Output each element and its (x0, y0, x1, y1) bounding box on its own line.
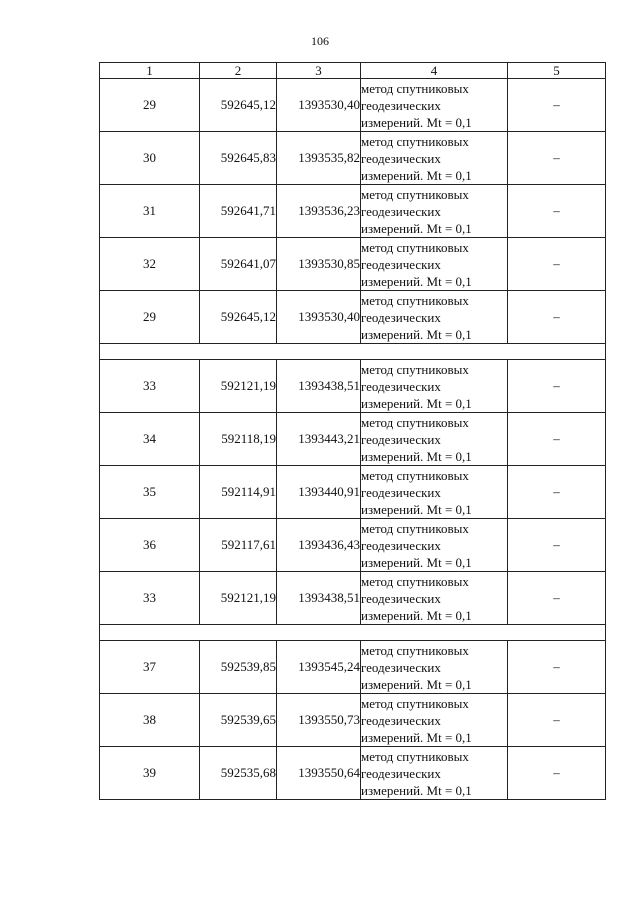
method-cell (361, 185, 508, 238)
method-line: метод спутниковых (361, 133, 469, 149)
method-line: метод спутниковых (361, 80, 469, 96)
y-coordinate-cell: 1393550,73 (277, 694, 361, 747)
method-line: метод спутниковых (361, 642, 469, 658)
table-row (100, 79, 606, 132)
x-coordinate-cell: 592114,91 (200, 466, 277, 519)
coordinates-table-body (100, 63, 606, 800)
method-cell (361, 747, 508, 800)
note-cell: – (508, 291, 606, 344)
method-line: метод спутниковых (361, 239, 469, 255)
y-coordinate-cell: 1393438,51 (277, 360, 361, 413)
method-cell (361, 291, 508, 344)
note-cell: – (508, 238, 606, 291)
method-line: метод спутниковых (361, 695, 469, 711)
method-line: измерений. Mt = 0,1 (361, 273, 472, 289)
x-coordinate-cell: 592117,61 (200, 519, 277, 572)
x-coordinate-cell: 592645,83 (200, 132, 277, 185)
note-cell: – (508, 641, 606, 694)
x-coordinate-cell: 592539,65 (200, 694, 277, 747)
table-row (100, 641, 606, 694)
x-coordinate-cell: 592645,12 (200, 79, 277, 132)
method-line: метод спутниковых (361, 520, 469, 536)
method-line: геодезических (361, 712, 441, 728)
note-cell: – (508, 466, 606, 519)
note-cell: – (508, 694, 606, 747)
table-row (100, 291, 606, 344)
column-header: 4 (361, 63, 508, 79)
point-number-cell: 29 (100, 79, 200, 132)
table-row (100, 185, 606, 238)
coordinates-table (99, 62, 606, 800)
x-coordinate-cell: 592121,19 (200, 572, 277, 625)
y-coordinate-cell: 1393536,23 (277, 185, 361, 238)
y-coordinate-cell: 1393545,24 (277, 641, 361, 694)
table-row (100, 238, 606, 291)
table-row (100, 360, 606, 413)
method-line: метод спутниковых (361, 573, 469, 589)
column-header: 1 (100, 63, 200, 79)
y-coordinate-cell: 1393530,85 (277, 238, 361, 291)
note-cell: – (508, 413, 606, 466)
point-number-cell: 33 (100, 360, 200, 413)
group-separator-row (100, 625, 606, 641)
column-header: 3 (277, 63, 361, 79)
table-row (100, 694, 606, 747)
method-line: измерений. Mt = 0,1 (361, 607, 472, 623)
method-cell (361, 360, 508, 413)
method-line: измерений. Mt = 0,1 (361, 220, 472, 236)
method-line: метод спутниковых (361, 186, 469, 202)
note-cell: – (508, 79, 606, 132)
method-line: измерений. Mt = 0,1 (361, 729, 472, 745)
method-line: геодезических (361, 659, 441, 675)
group-separator-row (100, 344, 606, 360)
y-coordinate-cell: 1393550,64 (277, 747, 361, 800)
point-number-cell: 33 (100, 572, 200, 625)
method-cell (361, 694, 508, 747)
point-number-cell: 31 (100, 185, 200, 238)
y-coordinate-cell: 1393438,51 (277, 572, 361, 625)
method-cell (361, 466, 508, 519)
y-coordinate-cell: 1393535,82 (277, 132, 361, 185)
method-line: измерений. Mt = 0,1 (361, 676, 472, 692)
note-cell: – (508, 132, 606, 185)
y-coordinate-cell: 1393530,40 (277, 291, 361, 344)
method-line: метод спутниковых (361, 292, 469, 308)
method-line: метод спутниковых (361, 361, 469, 377)
y-coordinate-cell: 1393530,40 (277, 79, 361, 132)
method-line: измерений. Mt = 0,1 (361, 501, 472, 517)
method-line: геодезических (361, 97, 441, 113)
column-header: 2 (200, 63, 277, 79)
method-line: метод спутниковых (361, 748, 469, 764)
method-line: геодезических (361, 590, 441, 606)
method-line: геодезических (361, 150, 441, 166)
method-cell (361, 572, 508, 625)
method-line: измерений. Mt = 0,1 (361, 554, 472, 570)
method-cell (361, 519, 508, 572)
y-coordinate-cell: 1393436,43 (277, 519, 361, 572)
separator-cell (100, 344, 606, 360)
method-cell (361, 238, 508, 291)
method-cell (361, 79, 508, 132)
point-number-cell: 36 (100, 519, 200, 572)
point-number-cell: 29 (100, 291, 200, 344)
method-line: измерений. Mt = 0,1 (361, 448, 472, 464)
note-cell: – (508, 572, 606, 625)
method-line: измерений. Mt = 0,1 (361, 167, 472, 183)
method-cell (361, 132, 508, 185)
method-line: метод спутниковых (361, 467, 469, 483)
method-line: измерений. Mt = 0,1 (361, 395, 472, 411)
table-row (100, 132, 606, 185)
page-number: 106 (311, 34, 329, 48)
method-line: геодезических (361, 537, 441, 553)
table-row (100, 572, 606, 625)
method-line: геодезических (361, 765, 441, 781)
y-coordinate-cell: 1393440,91 (277, 466, 361, 519)
point-number-cell: 37 (100, 641, 200, 694)
method-line: геодезических (361, 378, 441, 394)
x-coordinate-cell: 592121,19 (200, 360, 277, 413)
method-line: измерений. Mt = 0,1 (361, 782, 472, 798)
method-line: геодезических (361, 484, 441, 500)
note-cell: – (508, 185, 606, 238)
point-number-cell: 38 (100, 694, 200, 747)
note-cell: – (508, 519, 606, 572)
point-number-cell: 34 (100, 413, 200, 466)
point-number-cell: 32 (100, 238, 200, 291)
x-coordinate-cell: 592539,85 (200, 641, 277, 694)
method-line: геодезических (361, 431, 441, 447)
x-coordinate-cell: 592641,71 (200, 185, 277, 238)
method-line: измерений. Mt = 0,1 (361, 326, 472, 342)
table-header-row (100, 63, 606, 79)
point-number-cell: 35 (100, 466, 200, 519)
note-cell: – (508, 360, 606, 413)
column-header: 5 (508, 63, 606, 79)
method-cell (361, 413, 508, 466)
method-cell (361, 641, 508, 694)
table-row (100, 519, 606, 572)
separator-cell (100, 625, 606, 641)
method-line: геодезических (361, 309, 441, 325)
x-coordinate-cell: 592645,12 (200, 291, 277, 344)
method-line: геодезических (361, 203, 441, 219)
method-line: измерений. Mt = 0,1 (361, 114, 472, 130)
table-row (100, 413, 606, 466)
table-row (100, 466, 606, 519)
method-line: метод спутниковых (361, 414, 469, 430)
note-cell: – (508, 747, 606, 800)
point-number-cell: 39 (100, 747, 200, 800)
y-coordinate-cell: 1393443,21 (277, 413, 361, 466)
x-coordinate-cell: 592641,07 (200, 238, 277, 291)
point-number-cell: 30 (100, 132, 200, 185)
method-line: геодезических (361, 256, 441, 272)
x-coordinate-cell: 592118,19 (200, 413, 277, 466)
table-row (100, 747, 606, 800)
x-coordinate-cell: 592535,68 (200, 747, 277, 800)
